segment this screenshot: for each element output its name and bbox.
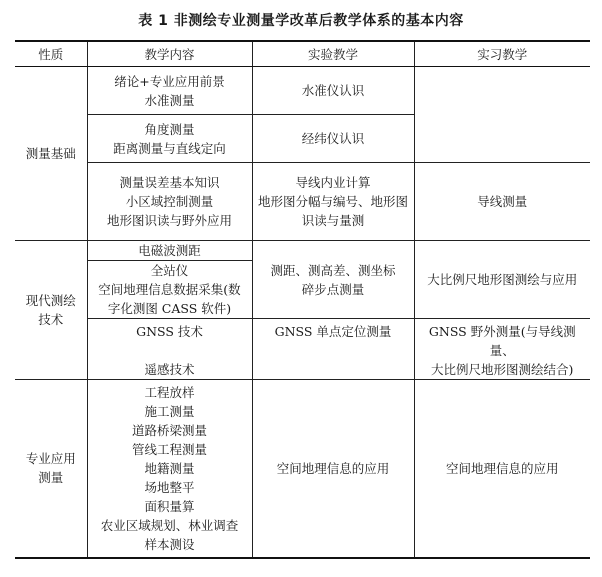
table-caption: 表 1 非测绘专业测量学改革后教学体系的基本内容 (138, 13, 464, 29)
lab-cell: GNSS 单点定位测量 (252, 319, 414, 380)
table-row (15, 319, 590, 380)
practice-cell: 空间地理信息的应用 (414, 380, 590, 558)
header-practice: 实习教学 (414, 41, 590, 67)
content-cell: 绪论+专业应用前景 水准测量 (87, 67, 252, 115)
practice-cell-empty (414, 67, 590, 163)
practice-cell: 大比例尺地形图测绘与应用 (414, 241, 590, 319)
group-label-basic: 测量基础 (15, 67, 87, 241)
content-cell: GNSS 技术 遥感技术 (87, 319, 252, 380)
group-label-applied: 专业应用 测量 (15, 380, 87, 558)
lab-cell: 导线内业计算 地形图分幅与编号、地形图 识读与量测 (252, 163, 414, 241)
content-cell: 电磁波测距 (87, 241, 252, 261)
header-nature: 性质 (15, 41, 87, 67)
lab-cell: 经纬仪认识 (252, 115, 414, 163)
curriculum-table (15, 40, 590, 559)
practice-cell: 导线测量 (414, 163, 590, 241)
practice-cell: GNSS 野外测量(与导线测量、 大比例尺地形图测绘结合) (414, 319, 590, 380)
lab-cell: 测距、测高差、测坐标 碎步点测量 (252, 241, 414, 319)
table-row (15, 67, 590, 115)
table-row (15, 380, 590, 558)
content-cell: 测量误差基本知识 小区域控制测量 地形图识读与野外应用 (87, 163, 252, 241)
header-row (15, 41, 590, 67)
lab-cell: 水准仪认识 (252, 67, 414, 115)
content-cell: 角度测量 距离测量与直线定向 (87, 115, 252, 163)
content-cell: 全站仪 空间地理信息数据采集(数 字化测图 CASS 软件) (87, 261, 252, 319)
header-lab: 实验教学 (252, 41, 414, 67)
table-row (15, 241, 590, 261)
header-content: 教学内容 (87, 41, 252, 67)
table-row (15, 163, 590, 241)
lab-cell: 空间地理信息的应用 (252, 380, 414, 558)
group-label-modern: 现代测绘 技术 (15, 241, 87, 380)
content-cell: 工程放样 施工测量 道路桥梁测量 管线工程测量 地籍测量 场地整平 面积量算 农业区域规划、林业调查 样本测设 (87, 380, 252, 558)
